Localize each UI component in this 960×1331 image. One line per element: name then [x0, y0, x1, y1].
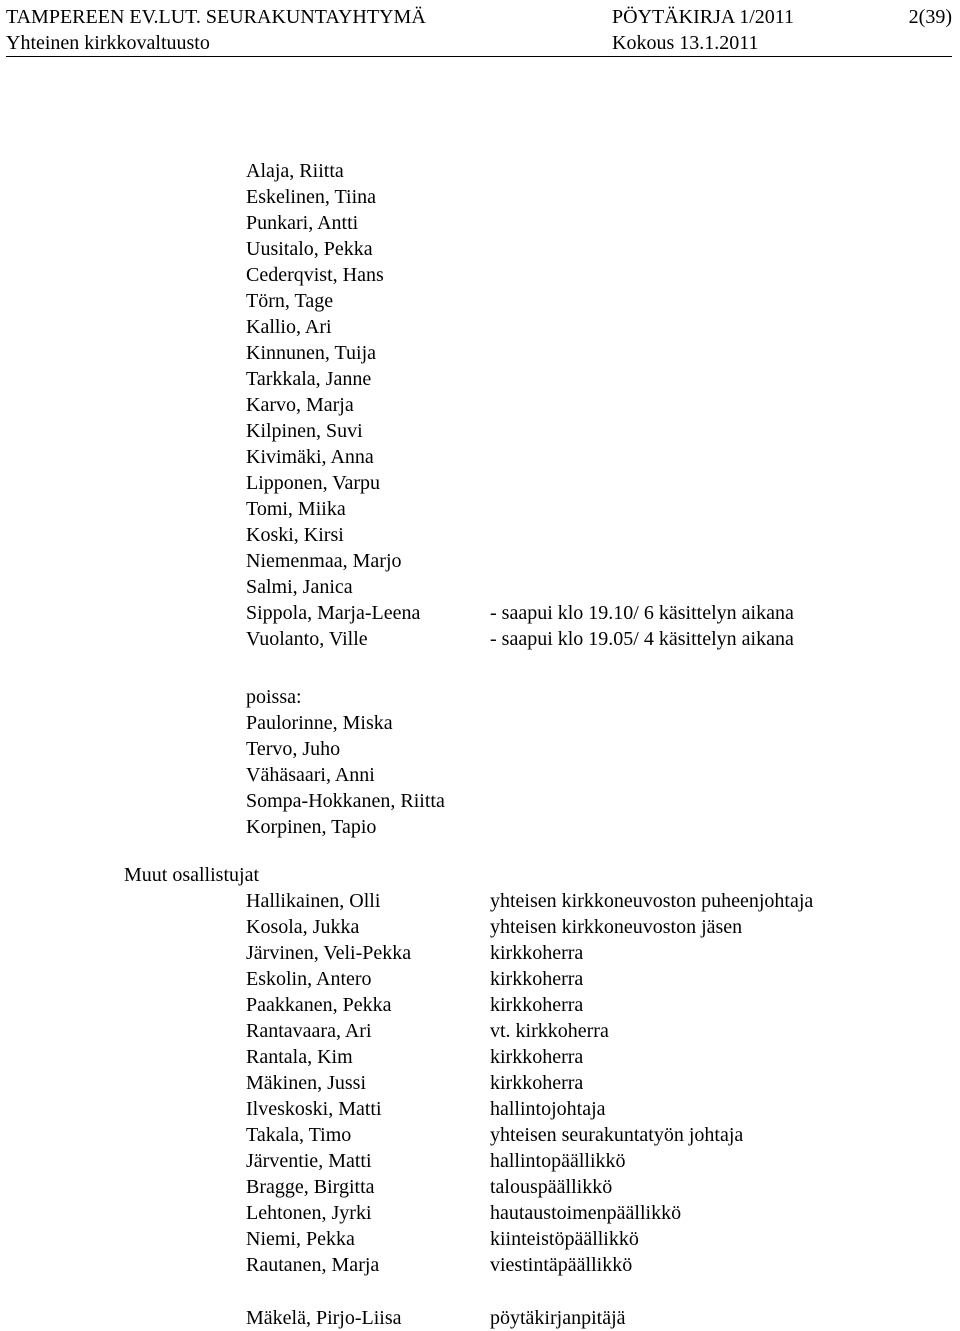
other-participant-name: Rantala, Kim	[246, 1046, 353, 1068]
present-row	[246, 522, 946, 548]
present-row	[246, 392, 946, 418]
other-participant-role: yhteisen kirkkoneuvoston jäsen	[490, 916, 743, 938]
present-name: Koski, Kirsi	[246, 524, 344, 546]
other-participant-name: Järvinen, Veli-Pekka	[246, 942, 412, 964]
other-participant-role: kirkkoherra	[490, 1072, 584, 1094]
present-name: Alaja, Riitta	[246, 160, 344, 182]
present-name: Uusitalo, Pekka	[246, 238, 373, 260]
present-row	[246, 574, 946, 600]
other-participant-name: Niemi, Pekka	[246, 1228, 355, 1250]
other-participant-name: Eskolin, Antero	[246, 968, 372, 990]
present-row	[246, 210, 946, 236]
absent-name: Tervo, Juho	[246, 738, 341, 760]
other-participant-row	[246, 1226, 946, 1252]
other-participant-row	[246, 1252, 946, 1278]
other-participant-row	[246, 1070, 946, 1096]
present-name: Kinnunen, Tuija	[246, 342, 377, 364]
other-participant-name: Hallikainen, Olli	[246, 890, 381, 912]
present-name: Sippola, Marja-Leena	[246, 602, 421, 624]
present-note: - saapui klo 19.10/ 6 käsittelyn aikana	[490, 602, 794, 624]
page-number: 2(39)	[908, 6, 952, 28]
other-participant-name: Järventie, Matti	[246, 1150, 372, 1172]
other-participant-role: kiinteistöpäällikkö	[490, 1228, 639, 1250]
present-row	[246, 418, 946, 444]
meeting-date: Kokous 13.1.2011	[612, 32, 759, 54]
other-participant-role: hallintopäällikkö	[490, 1150, 626, 1172]
other-participant-role: talouspäällikkö	[490, 1176, 613, 1198]
present-name: Niemenmaa, Marjo	[246, 550, 402, 572]
present-row	[246, 184, 946, 210]
other-participant-name: Rantavaara, Ari	[246, 1020, 372, 1042]
other-participant-name: Paakkanen, Pekka	[246, 994, 392, 1016]
body-name: Yhteinen kirkkovaltuusto	[6, 32, 210, 54]
other-participant-role: hallintojohtaja	[490, 1098, 606, 1120]
present-row	[246, 496, 946, 522]
other-participant-row	[246, 1174, 946, 1200]
document-title: PÖYTÄKIRJA 1/2011	[612, 6, 795, 28]
present-row	[246, 444, 946, 470]
other-participant-role: kirkkoherra	[490, 1046, 584, 1068]
other-participant-name: Rautanen, Marja	[246, 1254, 380, 1276]
present-row	[246, 340, 946, 366]
present-name: Törn, Tage	[246, 290, 334, 312]
present-row	[246, 158, 946, 184]
present-name: Vuolanto, Ville	[246, 628, 368, 650]
absent-row	[246, 736, 646, 762]
present-name: Lipponen, Varpu	[246, 472, 381, 494]
present-name: Eskelinen, Tiina	[246, 186, 377, 208]
other-participant-name: Bragge, Birgitta	[246, 1176, 375, 1198]
other-participant-row	[246, 1096, 946, 1122]
present-name: Kallio, Ari	[246, 316, 332, 338]
secretary-row	[246, 1305, 946, 1331]
other-participant-role: kirkkoherra	[490, 968, 584, 990]
other-participant-row	[246, 888, 946, 914]
other-participant-name: Kosola, Jukka	[246, 916, 360, 938]
present-name: Karvo, Marja	[246, 394, 354, 416]
absent-row	[246, 762, 646, 788]
present-row	[246, 548, 946, 574]
other-participant-role: viestintäpäällikkö	[490, 1254, 633, 1276]
present-name: Salmi, Janica	[246, 576, 353, 598]
absent-label: poissa:	[246, 686, 302, 708]
other-participants-list	[246, 888, 946, 1278]
absent-name: Korpinen, Tapio	[246, 816, 377, 838]
present-name: Cederqvist, Hans	[246, 264, 384, 286]
absent-name: Paulorinne, Miska	[246, 712, 393, 734]
secretary-name: Mäkelä, Pirjo-Liisa	[246, 1307, 402, 1329]
present-name: Kivimäki, Anna	[246, 446, 374, 468]
absent-name: Sompa-Hokkanen, Riitta	[246, 790, 445, 812]
other-participant-role: yhteisen seurakuntatyön johtaja	[490, 1124, 744, 1146]
others-label: Muut osallistujat	[124, 864, 259, 886]
present-row	[246, 262, 946, 288]
other-participant-row	[246, 914, 946, 940]
organization-name: TAMPEREEN EV.LUT. SEURAKUNTAYHTYMÄ	[6, 6, 426, 28]
present-name: Kilpinen, Suvi	[246, 420, 363, 442]
other-participant-row	[246, 940, 946, 966]
absent-members-list	[246, 710, 646, 840]
other-participant-row	[246, 1200, 946, 1226]
page-header	[6, 4, 952, 57]
absent-row	[246, 814, 646, 840]
other-participant-role: hautaustoimenpäällikkö	[490, 1202, 682, 1224]
other-participant-name: Mäkinen, Jussi	[246, 1072, 366, 1094]
present-row	[246, 314, 946, 340]
other-participant-row	[246, 1148, 946, 1174]
present-name: Tomi, Miika	[246, 498, 346, 520]
other-participant-name: Takala, Timo	[246, 1124, 352, 1146]
other-participant-role: kirkkoherra	[490, 942, 584, 964]
other-participant-row	[246, 1044, 946, 1070]
present-row	[246, 366, 946, 392]
secretary-role: pöytäkirjanpitäjä	[490, 1307, 626, 1329]
other-participant-role: kirkkoherra	[490, 994, 584, 1016]
other-participant-row	[246, 992, 946, 1018]
absent-row	[246, 710, 646, 736]
absent-section	[246, 684, 646, 840]
other-participant-row	[246, 966, 946, 992]
other-participant-role: vt. kirkkoherra	[490, 1020, 609, 1042]
other-participant-row	[246, 1122, 946, 1148]
absent-name: Vähäsaari, Anni	[246, 764, 375, 786]
other-participant-name: Lehtonen, Jyrki	[246, 1202, 372, 1224]
present-name: Tarkkala, Janne	[246, 368, 372, 390]
present-row	[246, 288, 946, 314]
present-row	[246, 626, 946, 652]
absent-row	[246, 788, 646, 814]
other-participant-role: yhteisen kirkkoneuvoston puheenjohtaja	[490, 890, 814, 912]
present-name: Punkari, Antti	[246, 212, 359, 234]
present-members-list	[246, 158, 946, 652]
present-row	[246, 470, 946, 496]
other-participant-row	[246, 1018, 946, 1044]
present-note: - saapui klo 19.05/ 4 käsittelyn aikana	[490, 628, 794, 650]
present-row	[246, 600, 946, 626]
present-row	[246, 236, 946, 262]
other-participant-name: Ilveskoski, Matti	[246, 1098, 382, 1120]
